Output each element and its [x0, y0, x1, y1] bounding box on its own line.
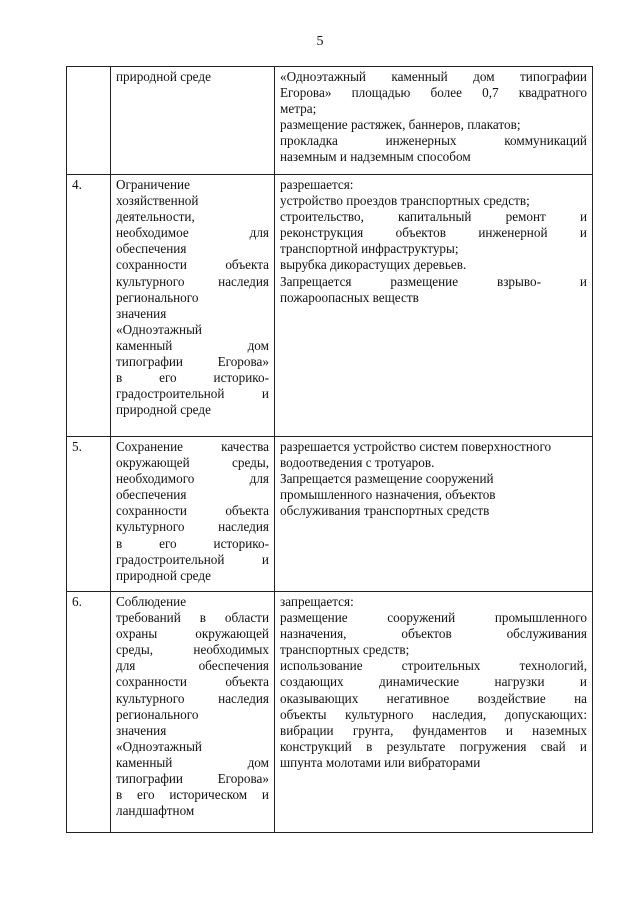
text-line: Соблюдение: [116, 594, 187, 609]
text-line: «Одноэтажный: [116, 321, 202, 337]
row-number: [67, 67, 111, 175]
text-line: деятельности,: [116, 209, 195, 225]
requirement-cell: [111, 67, 275, 175]
text-line: Сохранение качества: [116, 439, 269, 454]
text-line: обслуживания транспортных средств: [280, 503, 490, 519]
text-line: Запрещается размещение взрыво- и: [280, 273, 587, 289]
text-line: назначения, объектов обслуживания: [280, 626, 587, 642]
text-line: культурного наследия: [116, 273, 269, 289]
table-row: [67, 592, 593, 833]
text-line: культурного наследия: [116, 519, 269, 535]
requirement-cell: [111, 175, 275, 437]
text-line: для обеспечения: [116, 658, 269, 674]
text-line: необходимое для: [116, 225, 269, 241]
text-line: строительство, капитальный ремонт и: [280, 209, 587, 225]
text-line: «Одноэтажный: [116, 738, 202, 754]
text-line: наземным и надземным способом: [280, 149, 471, 165]
text-line: ландшафтном: [116, 803, 195, 819]
text-line: вырубка дикорастущих деревьев.: [280, 257, 467, 273]
text-line: разрешается устройство систем поверхностного: [280, 439, 552, 454]
text-line: «Одноэтажный каменный дом типографии: [280, 69, 587, 84]
requirement-cell: [111, 437, 275, 592]
text-line: обеспечения: [116, 241, 187, 257]
table-row: [67, 437, 593, 592]
text-line: окружающей среды,: [116, 455, 269, 471]
text-line: объекты культурного наследия, допускающих:: [280, 706, 587, 722]
text-line: Ограничение: [116, 177, 190, 192]
text-line: вибрации грунта, фундаментов и наземных: [280, 722, 587, 738]
text-line: сохранности объекта: [116, 257, 269, 273]
text-line: использование строительных технологий,: [280, 658, 587, 674]
text-line: обеспечения: [116, 487, 187, 503]
text-line: культурного наследия: [116, 690, 269, 706]
text-line: градостроительной и: [116, 551, 269, 567]
row-number: 4.: [67, 175, 111, 437]
text-line: природной среде: [116, 567, 211, 583]
regulations-table: [66, 66, 593, 833]
text-line: разрешается:: [280, 177, 354, 192]
text-line: пожароопасных веществ: [280, 289, 419, 305]
text-line: запрещается:: [280, 594, 354, 609]
regulation-cell: [275, 592, 593, 833]
text-line: водоотведения с тротуаров.: [280, 455, 435, 471]
regulation-cell: [275, 437, 593, 592]
text-line: создающих динамические нагрузки и: [280, 674, 587, 690]
regulation-cell: [275, 67, 593, 175]
text-line: среды, необходимых: [116, 642, 269, 658]
text-line: типографии Егорова»: [116, 354, 269, 370]
text-line: транспортной инфраструктуры;: [280, 241, 459, 257]
text-line: градостроительной и: [116, 386, 269, 402]
row-number: 6.: [67, 592, 111, 833]
row-number: 5.: [67, 437, 111, 592]
text-line: в его историко-: [116, 370, 269, 386]
text-line: устройство проездов транспортных средств;: [280, 193, 530, 209]
text-line: транспортных средств;: [280, 642, 410, 658]
text-line: типографии Егорова»: [116, 771, 269, 787]
text-line: значения: [116, 722, 167, 738]
text-line: значения: [116, 305, 167, 321]
text-line: размещение сооружений промышленного: [280, 610, 587, 626]
text-line: реконструкция объектов инженерной и: [280, 225, 587, 241]
text-line: каменный дом: [116, 337, 269, 353]
text-line: требований в области: [116, 610, 269, 626]
text-line: охраны окружающей: [116, 626, 269, 642]
text-line: оказывающих негативное воздействие на: [280, 690, 587, 706]
text-line: Запрещается размещение сооружений: [280, 471, 494, 487]
text-line: природной среде: [116, 69, 211, 84]
text-line: природной среде: [116, 402, 211, 418]
regulation-cell: [275, 175, 593, 437]
table-row: [67, 175, 593, 437]
text-line: регионального: [116, 706, 199, 722]
text-line: прокладка инженерных коммуникаций: [280, 133, 587, 149]
text-line: в его историко-: [116, 535, 269, 551]
text-line: Егорова» площадью более 0,7 квадратного: [280, 85, 587, 101]
text-line: размещение растяжек, баннеров, плакатов;: [280, 117, 521, 133]
text-line: конструкций в результате погружения свай и: [280, 738, 587, 754]
requirement-cell: [111, 592, 275, 833]
text-line: регионального: [116, 289, 199, 305]
table-row: [67, 67, 593, 175]
text-line: сохранности объекта: [116, 503, 269, 519]
text-line: каменный дом: [116, 754, 269, 770]
text-line: шпунта молотами или вибраторами: [280, 754, 481, 770]
text-line: хозяйственной: [116, 193, 199, 209]
table-body: [67, 67, 593, 833]
page-number: 5: [316, 34, 324, 49]
text-line: метра;: [280, 101, 317, 117]
text-line: в его историческом и: [116, 787, 269, 803]
text-line: необходимого для: [116, 471, 269, 487]
text-line: сохранности объекта: [116, 674, 269, 690]
text-line: промышленного назначения, объектов: [280, 487, 496, 503]
